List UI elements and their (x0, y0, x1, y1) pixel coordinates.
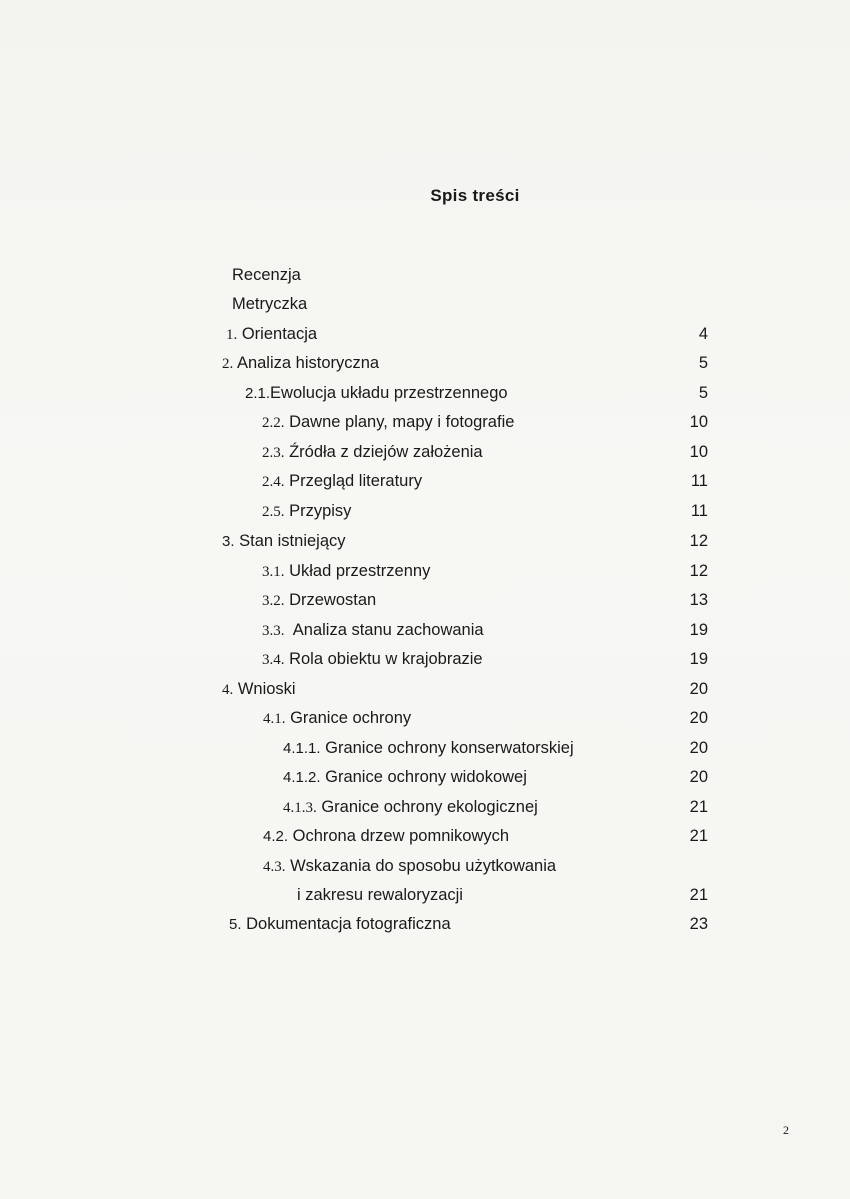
toc-entry-number: 2.4. (262, 474, 285, 490)
toc-entry-page: 21 (689, 827, 708, 845)
toc-entry-label: Analiza historyczna (236, 354, 380, 372)
toc-entry-number: 3. (222, 533, 235, 550)
toc-entry (297, 884, 463, 906)
toc-entry-page: 20 (689, 680, 708, 698)
toc-entry-label: Analiza stanu zachowania (292, 621, 484, 639)
toc-entry-label: Orientacja (241, 325, 318, 343)
toc-entry-label: Drzewostan (289, 591, 377, 609)
toc-entry (232, 293, 307, 315)
toc-entry (232, 264, 301, 286)
toc-entry-label: Granice ochrony (290, 709, 412, 727)
toc-entry (262, 411, 514, 433)
toc-entry-number: 3.3. (262, 623, 285, 639)
toc-entry-label: Wskazania do sposobu użytkowania (290, 857, 557, 875)
toc-entry-page: 11 (690, 502, 708, 520)
toc-entry-number: 1. (226, 327, 238, 343)
toc-entry-label: Granice ochrony ekologicznej (321, 798, 538, 816)
toc-entry (262, 589, 376, 611)
toc-entry (262, 470, 422, 492)
toc-entry-label: Metryczka (232, 295, 308, 313)
toc-entry (283, 766, 527, 788)
toc-entry-page: 10 (689, 413, 708, 431)
toc-entry-number: 4.3. (263, 859, 286, 875)
toc-entry-number: 2.5. (262, 504, 285, 520)
toc-entry-label: Wnioski (237, 680, 296, 698)
toc-entry-label: Granice ochrony widokowej (325, 768, 527, 786)
toc-entry-label: Przegląd literatury (289, 472, 423, 490)
toc-entry-label: Układ przestrzenny (289, 562, 431, 580)
toc-entry (262, 441, 483, 463)
toc-entry (262, 619, 484, 641)
toc-entry-label: Dokumentacja fotograficzna (246, 915, 451, 933)
toc-entry-number: 3.2. (262, 593, 285, 609)
toc-entry (263, 707, 411, 729)
toc-entry-number: 4.1.2. (283, 769, 321, 786)
toc-entry-page: 13 (689, 591, 708, 609)
toc-entry-number: 4.1.3. (283, 800, 317, 816)
toc-entry-page: 11 (690, 472, 708, 490)
toc-entry-label: Recenzja (232, 266, 301, 284)
page-number: 2 (783, 1123, 789, 1137)
toc-entry-page: 20 (689, 709, 708, 727)
toc-entry-page: 5 (698, 384, 708, 402)
toc-entry-label: Rola obiektu w krajobrazie (289, 650, 483, 668)
toc-entry-number: 4.2. (263, 828, 289, 845)
toc-entry (222, 678, 296, 700)
toc-entry-label: Stan istniejący (239, 532, 346, 550)
toc-entry-label: i zakresu rewaloryzacji (297, 886, 463, 904)
toc-entry (226, 323, 317, 345)
toc-entry (262, 648, 483, 670)
toc-entry (222, 530, 346, 552)
toc-entry (245, 382, 508, 404)
toc-entry-label: Ewolucja układu przestrzennego (270, 384, 508, 402)
toc-entry-page: 19 (689, 650, 708, 668)
toc-entry-label: Źródła z dziejów założenia (289, 443, 483, 461)
toc-entry-number: 3.1. (262, 564, 285, 580)
toc-entry-page: 4 (698, 325, 708, 343)
toc-entry-page: 23 (689, 915, 708, 933)
toc-entry-label: Ochrona drzew pomnikowych (292, 827, 510, 845)
toc-entry-number: 5. (229, 916, 242, 933)
toc-entry-number: 2.2. (262, 415, 285, 431)
toc-entry-page: 20 (689, 739, 708, 757)
toc-entry-page: 21 (689, 798, 708, 816)
toc-entry-number: 2.1. (245, 385, 271, 402)
toc-entry (283, 796, 538, 818)
toc-entry-label: Granice ochrony konserwatorskiej (325, 739, 574, 757)
toc-entry-number: 2.3. (262, 445, 285, 461)
toc-entry (262, 560, 430, 582)
toc-entry (263, 855, 556, 877)
toc-entry-page: 20 (689, 768, 708, 786)
toc-entry-label: Przypisy (289, 502, 352, 520)
toc-entry-page: 21 (689, 886, 708, 904)
toc-entry-number: 2. (222, 356, 234, 372)
toc-entry-number: 4.1.1. (283, 740, 321, 757)
toc-entry (263, 825, 509, 847)
toc-entry-label: Dawne plany, mapy i fotografie (289, 413, 515, 431)
toc-entry (262, 500, 351, 522)
page-title: Spis treści (430, 186, 520, 205)
toc-entry (229, 913, 451, 935)
toc-entry-page: 19 (689, 621, 708, 639)
toc-entry-page: 12 (689, 532, 708, 550)
toc-entry-page: 10 (689, 443, 708, 461)
toc-entry-number: 3.4. (262, 652, 285, 668)
toc-entry (222, 352, 379, 374)
toc-entry-page: 5 (698, 354, 708, 372)
toc-entry-page: 12 (689, 562, 708, 580)
toc-entry (283, 737, 574, 759)
toc-entry-number: 4. (222, 682, 234, 698)
toc-entry-number: 4.1. (263, 711, 286, 727)
